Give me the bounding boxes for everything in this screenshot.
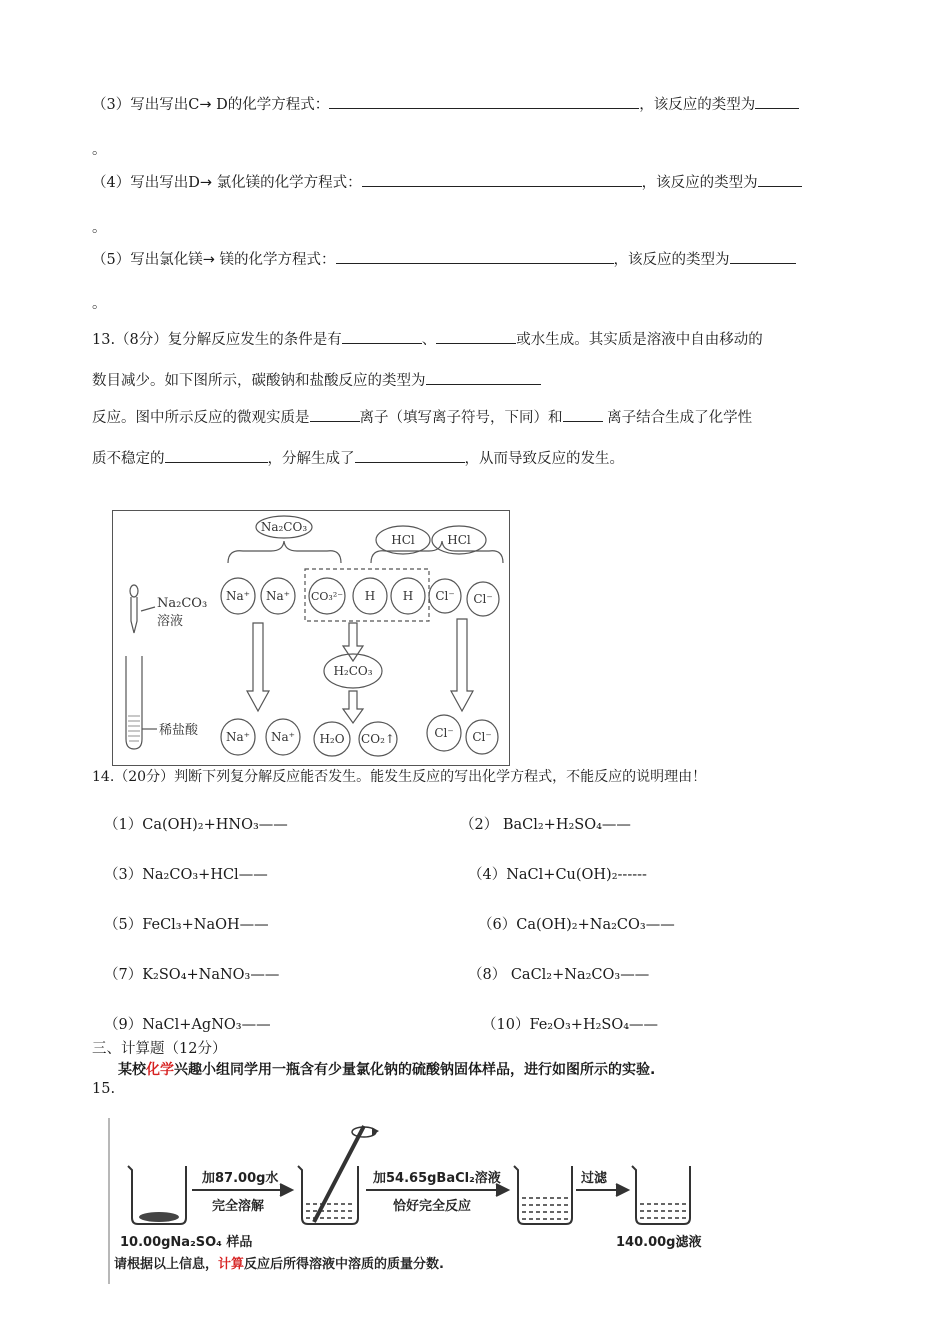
section-title: 三、计算题（12分） xyxy=(92,1041,227,1057)
arrow-right-icon: → xyxy=(199,97,212,113)
answer-blank[interactable] xyxy=(758,172,802,187)
beaker-icon xyxy=(632,1166,690,1224)
step3-label: 过滤 xyxy=(581,1171,608,1186)
label-cl: Cl⁻ xyxy=(472,730,492,744)
filtrate-label: 140.00g滤液 xyxy=(616,1235,702,1250)
dropper-label-2: 溶液 xyxy=(157,614,184,629)
step2-label: 加54.65gBaCl₂溶液 xyxy=(373,1171,501,1186)
label-h2co3: H₂CO₃ xyxy=(333,664,373,678)
q14-title: 14.（20分）判断下列复分解反应能否发生。能发生反应的写出化学方程式，不能反应的说明理由！ xyxy=(92,769,707,785)
answer-blank[interactable] xyxy=(165,448,268,463)
label-na: Na⁺ xyxy=(226,730,250,744)
q14-item-10: （10）Fe₂O₃+H₂SO₄—— xyxy=(482,1017,659,1033)
label-h2o: H₂O xyxy=(319,732,345,746)
q14-item-2: （2） BaCl₂+H₂SO₄—— xyxy=(460,817,631,833)
period: 。 xyxy=(92,220,107,236)
label-co3: CO₃²⁻ xyxy=(310,590,344,603)
q14-item-5: （5）FeCl₃+NaOH—— xyxy=(104,917,269,933)
label-cl: Cl⁻ xyxy=(473,592,493,606)
arrow-down-icon xyxy=(343,623,363,661)
answer-blank[interactable] xyxy=(436,329,516,344)
answer-blank[interactable] xyxy=(426,370,541,385)
label-na: Na⁺ xyxy=(266,589,290,603)
arrow-right-icon: → xyxy=(199,175,213,191)
answer-blank[interactable] xyxy=(310,407,360,422)
dropper-bulb-icon xyxy=(130,585,138,597)
label-hcl: HCl xyxy=(447,533,471,547)
q12-part5: （5）写出氯化镁→ 镁的化学方程式： ，该反应的类型为 xyxy=(92,248,796,269)
answer-blank[interactable] xyxy=(329,94,639,109)
q13-line3: 反应。图中所示反应的微观实质是 离子（填写离子符号，下同）和 离子结合生成了化学性 xyxy=(92,406,752,427)
period: 。 xyxy=(92,296,107,312)
q14-item-7: （7）K₂SO₄+NaNO₃—— xyxy=(104,967,280,983)
answer-blank[interactable] xyxy=(336,249,614,264)
label-hcl: HCl xyxy=(391,533,415,547)
reaction-diagram xyxy=(112,510,510,766)
arrow-right-icon: → xyxy=(202,252,215,268)
stirring-rod-icon xyxy=(314,1126,364,1222)
answer-blank[interactable] xyxy=(362,172,642,187)
arrow-down-icon xyxy=(451,619,473,711)
dropper-icon xyxy=(131,597,137,633)
q13-line4: 质不稳定的 ，分解生成了 ，从而导致反应的发生。 xyxy=(92,447,624,468)
q14-item-6: （6）Ca(OH)₂+Na₂CO₃—— xyxy=(478,917,675,933)
reaction-diagram-svg xyxy=(113,511,509,765)
sample-label: 10.00gNa₂SO₄ 样品 xyxy=(120,1235,253,1250)
q12-part3: （3）写出写出C→ D的化学方程式： ，该反应的类型为 xyxy=(92,93,799,114)
label-h: H xyxy=(364,589,376,603)
answer-blank[interactable] xyxy=(730,249,796,264)
brace xyxy=(228,541,341,563)
label-na2co3: Na₂CO₃ xyxy=(260,520,308,534)
dropper-label: Na₂CO₃ xyxy=(157,596,208,611)
period: 。 xyxy=(92,142,107,158)
q15-text: 某校化学兴趣小组同学用一瓶含有少量氯化钠的硫酸钠固体样品，进行如图所示的实验. xyxy=(118,1062,656,1078)
q13-line2: 数目减少。如下图所示，碳酸钠和盐酸反应的类型为 xyxy=(92,369,541,390)
q14-item-9: （9）NaCl+AgNO₃—— xyxy=(104,1017,271,1033)
q14-item-4: （4）NaCl+Cu(OH)₂------ xyxy=(468,867,647,883)
q14-item-3: （3）Na₂CO₃+HCl—— xyxy=(104,867,268,883)
q14-item-8: （8） CaCl₂+Na₂CO₃—— xyxy=(468,967,650,983)
label-co2: CO₂↑ xyxy=(361,732,395,746)
question-text: 请根据以上信息，计算反应后所得溶液中溶质的质量分数. xyxy=(114,1257,444,1272)
label-h: H xyxy=(402,589,414,603)
step1-label: 加87.00g水 xyxy=(202,1171,279,1186)
answer-blank[interactable] xyxy=(342,329,422,344)
tube-label: 稀盐酸 xyxy=(159,723,199,738)
test-tube-icon xyxy=(126,656,142,749)
experiment-diagram-svg xyxy=(108,1118,718,1284)
q13-line1: 13.（8分）复分解反应发生的条件是有 、 或水生成。其实质是溶液中自由移动的 xyxy=(92,328,763,349)
arrow-down-icon xyxy=(247,623,269,711)
q15-number: 15. xyxy=(92,1081,116,1097)
step2-label-2: 恰好完全反应 xyxy=(393,1199,472,1214)
label-cl: Cl⁻ xyxy=(434,726,454,740)
solid-sample-icon xyxy=(139,1212,179,1222)
answer-blank[interactable] xyxy=(563,407,603,422)
step1-label-2: 完全溶解 xyxy=(212,1199,265,1214)
beaker-icon xyxy=(514,1166,572,1224)
answer-blank[interactable] xyxy=(755,94,799,109)
arrow-down-icon xyxy=(343,691,363,723)
label-na: Na⁺ xyxy=(271,730,295,744)
label-pointer xyxy=(141,607,155,611)
q14-item-1: （1）Ca(OH)₂+HNO₃—— xyxy=(104,817,288,833)
q12-part4: （4）写出写出D→ 氯化镁的化学方程式： ，该反应的类型为 xyxy=(92,171,802,192)
label-cl: Cl⁻ xyxy=(435,589,455,603)
experiment-diagram xyxy=(108,1118,718,1284)
label-na: Na⁺ xyxy=(226,589,250,603)
answer-blank[interactable] xyxy=(355,448,465,463)
